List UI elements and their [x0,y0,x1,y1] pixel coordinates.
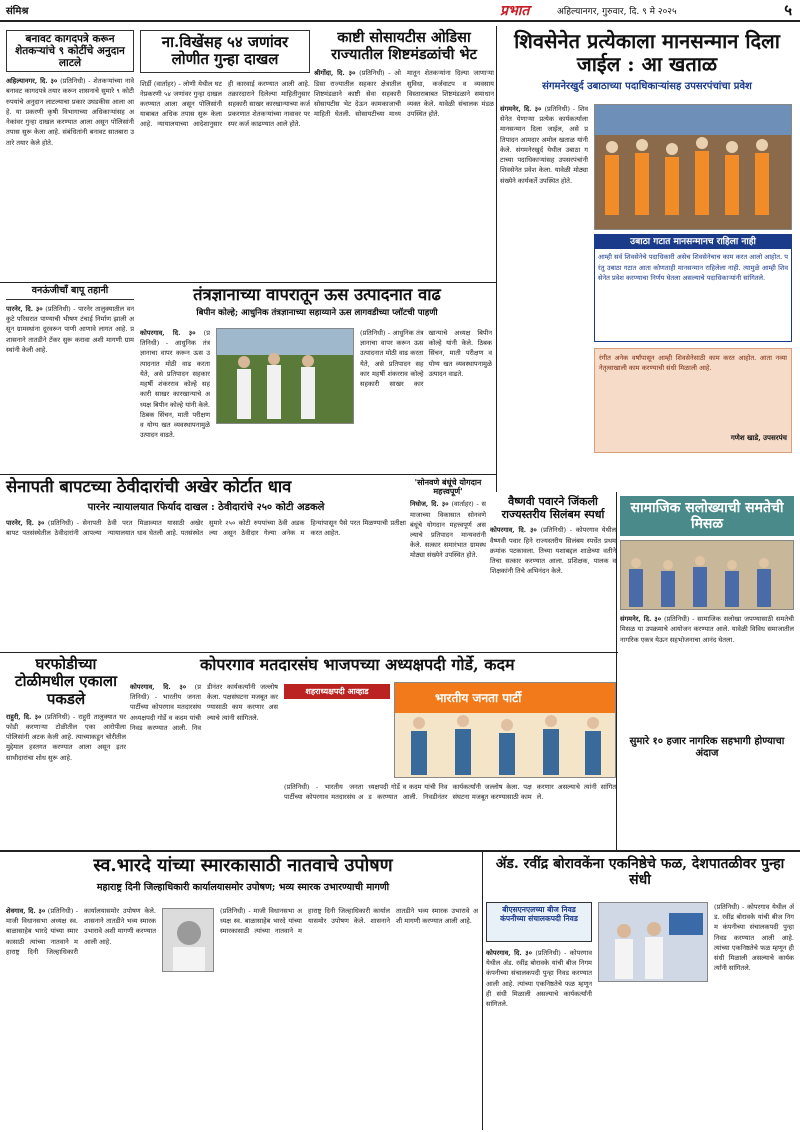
body: संगमनेर, दि. ३० (प्रतिनिधी) - सामाजिक सलोखा जपण्यासाठी समतेची मिसळ या उपक्रमाचे आयोजन करण्यात आले. यावेळी विविध समाजातील नागरिक एकत्र येऊन सहभोजनाचा आनंद घेतला. [620,615,794,644]
headline: सामाजिक सलोख्याची समतेची मिसळ [620,496,794,536]
dateline: कोपरगाव, दि. ३० [490,526,537,535]
dateline: निघोज, दि. ३० [410,500,449,509]
story-sonavane [410,478,486,648]
dateline: श्रीगोंदा, दि. ३० [314,69,356,78]
group-photo-image [595,105,792,230]
field-photo-image [217,329,354,424]
dateline: पारनेर, दि. ३० [6,304,43,313]
group-photo [594,104,792,230]
social-photo [620,540,794,610]
headline: कोपरगाव मतदारसंघ भाजपच्या अध्यक्षपदी गोर्डे, कदम [200,655,515,674]
body: श्रीगोंदा, दि. ३० (प्रतिनिधी) - ओडिसा राज्यातील सहकार क्षेत्रातील शिष्टमंडळाने काष्टी सेवा सहकारी सोसायटीस भेट देऊन कामकाजाची माहिती घेतली. सोसायटीच्या माध्यमातून शेतकऱ्यांना दिल्या जाणाऱ्या सुविधा, कर्जवाटप व व्यवसाय विस्ताराबाबत शिष्टमंडळाने समाधान व्यक्त केले. यावेळी संचालक मंडळ उपस्थित होते. [314,69,494,119]
subhead: पारनेर न्यायालयात फिर्याद दाखल : ठेवीदारांचे २५० कोटी अडकले [87,501,325,513]
headline: ना.विखेंसह ५४ जणांवर लोणीत गुन्हा दाखल [140,30,310,73]
headline: सेनापती बापटच्या ठेवीदारांची अखेर कोर्टात धाव [6,477,292,496]
dateline: शेवगाव, दि. ३० [6,907,46,915]
dateline: कोपरगाव, दि. ३० [130,683,187,691]
box-headline: उबाठा गटात मानसन्मानच राहिला नाही [595,235,791,249]
borawake-photo [598,902,708,982]
social-photo-image [621,541,794,610]
headline: घरफोडीच्या टोळीमधील एकाला पकडले [15,655,117,708]
body-cont: (प्रतिनिधी) - भारतीय जनता पार्टीच्या कोपरगाव मतदारसंघ अध्यक्षपदी गोर्डे व कदम यांची निवड करण्यात आली. निवडीनंतर कार्यकर्त्यांनी जल्लोष केला. पक्षसंघटना मजबूत करण्यासाठी काम करणार असल्याचे त्यांनी सांगितले. [284,783,616,802]
portrait-image [163,909,214,972]
divider [496,26,497,492]
divider [616,492,617,852]
masthead: प्रभात [500,3,530,19]
body-cont: (प्रतिनिधी) - कोपरगाव येथील ॲड. रवींद्र बोरावके यांची बीज निगम कंपनीच्या संचालकपदी पुन्हा निवड करण्यात आली आहे. त्यांच्या एकनिष्ठतेचे फळ म्हणून ही संधी मिळाली असल्याचे कार्यकर्त्यांनी सांगितले. [714,903,794,973]
story-society [314,30,494,280]
headline: काष्टी सोसायटीस ओडिसा राज्यातील शिष्टमंडळांची भेट [331,29,477,63]
body: संगमनेर, दि. ३० (प्रतिनिधी) - शिवसेनेत येणाऱ्या प्रत्येक कार्यकर्त्याला मानसन्मान दिला जाईल, असे प्रतिपादन आमदार अमोल खताळ यांनी केले. संगमनेरखुर्द येथील उबाठा गटाच्या पदाधिकाऱ्यांसह उपसरपंचांनी शिवसेनेत प्रवेश केला. यावेळी मोठ्या संख्येने कार्यकर्ते उपस्थित होते. [500,105,588,185]
body-cont: (प्रतिनिधी) - माजी विधानसभा अध्यक्ष स्व. बाळासाहेब भारदे यांच्या स्मारकासाठी त्यांच्या नातवाने महाराष्ट्र दिनी जिल्हाधिकारी कार्यालयासमोर उपोषण केले. शासनाने तातडीने भव्य स्मारक उभारावे अशी मागणी करण्यात आली आहे. [220,907,478,936]
dateline: पारनेर, दि. ३० [6,518,45,527]
info-box [594,234,792,342]
body: अहिल्यानगर, दि. ३० (प्रतिनिधी) - शेतकऱ्यांच्या नावे बनावट कागदपत्रे तयार करून शासनाचे सुमारे ९ कोटी रुपयांचे अनुदान लाटल्याचा प्रकार उघडकीस आला आहे. या प्रकरणी कृषी विभागाच्या अधिकाऱ्यांसह अनेकांवर गुन्हा दाखल करण्यात आला असून पोलिसांनी तपास सुरू केला आहे. संबंधितांनी बनावट सातबारा उतारे तयार केले होते. [6,77,134,147]
body: कोपरगाव, दि. ३० (प्रतिनिधी) - आधुनिक तंत्रज्ञानाचा वापर करून ऊस उत्पादनात मोठी वाढ करता येते, असे प्रतिपादन सहकार महर्षी शंकरराव कोल्हे सहकारी साखर कारखान्याचे अध्यक्ष बिपीन कोल्हे यांनी केले. ठिबक सिंचन, माती परीक्षण व योग्य खत व्यवस्थापनामुळे उत्पादन वाढते. [140,329,210,440]
body: शिर्डी (वार्ताहर) - लोणी येथील घटनेप्रकरणी ५४ जणांवर गुन्हा दाखल करण्यात आला असून पोलिसांनी याबाबत अधिक तपास सुरू केला आहे. न्यायालयाच्या आदेशानुसार ही कारवाई करण्यात आली आहे. तक्रारदाराने दिलेल्या माहितीनुसार सहकारी साखर कारखान्याच्या कर्ज प्रकरणात शेतकऱ्यांच्या नावावर परस्पर कर्ज काढण्यात आले होते. [140,79,310,129]
dateline: अहिल्यानगर, गुरुवार, दि. ९ मे २०२५ [557,7,677,17]
story-tribute [6,286,134,472]
story-senapati [6,478,406,648]
headline: बनावट कागदपत्रे करून शेतकऱ्यांचे ९ कोटींचे अनुदान लाटले [6,30,134,72]
divider [0,850,800,852]
dateline: अहिल्यानगर, दि. ३० [6,77,58,86]
subhead: संगमनेरखुर्द उबाठाच्या पदाधिकाऱ्यांसह उपसरपंचांचा प्रवेश [542,81,752,92]
dateline: संगमनेर, दि. ३० [500,105,542,113]
body: कोपरगाव, दि. ३० (प्रतिनिधी) - भारतीय जनता पार्टीच्या कोपरगाव मतदारसंघ अध्यक्षपदी गोर्डे व कदम यांची निवड करण्यात आली. निवडीनंतर कार्यकर्त्यांनी जल्लोष केला. पक्षसंघटना मजबूत करण्यासाठी काम करणार असल्याचे त्यांनी सांगितले. [130,683,278,732]
quote-author: गणेश खाडे, उपसरपंच [730,433,787,442]
borawake-box [486,902,592,942]
dateline: संगमनेर, दि. ३० [620,615,662,624]
headline: ॲड. रवींद्र बोरावकेंना एकनिष्ठेचे फळ, देशपातळीवर पुन्हा संधी [495,856,785,889]
box-title: बीएसएनएलच्या बीज निवड कंपनीच्या संचालकपदी निवड [500,905,578,923]
story-theft [6,656,126,846]
bjp-photo [394,682,616,778]
body: शेवगाव, दि. ३० (प्रतिनिधी) - माजी विधानसभा अध्यक्ष स्व. बाळासाहेब भारदे यांच्या स्मारकासाठी त्यांच्या नातवाने महाराष्ट्र दिनी जिल्हाधिकारी कार्यालयासमोर उपोषण केले. शासनाने तातडीने भव्य स्मारक उभारावे अशी मागणी करण्यात आली आहे. [6,907,156,956]
divider [0,474,496,475]
story-gorde [130,656,616,846]
headline: स्व.भारदे यांच्या स्मारकासाठी नातवाचे उपोषण [93,855,393,876]
story-borawake [486,856,794,1126]
body: कोपरगाव, दि. ३० (प्रतिनिधी) - कोपरगाव येथील ॲड. रवींद्र बोरावके यांची बीज निगम कंपनीच्या संचालकपदी पुन्हा निवड करण्यात आली आहे. त्यांच्या एकनिष्ठतेचे फळ म्हणून ही संधी मिळाली असल्याचे कार्यकर्त्यांनी सांगितले. [486,949,592,1009]
divider [482,852,483,1130]
box-text: आम्ही सर्व शिवसेनेचे पदाधिकारी असेच शिवसेनेचाच काम करत आलो आहोत. परंतु उबाठा गटात आता कोणताही मानसन्मान राहिलेला नाही. त्यामुळे आम्ही शिवसेनेत प्रवेश करण्याचा निर्णय घेतला असल्याचे पदाधिकाऱ्यांनी सांगितले. [598,253,788,282]
body: राहुरी, दि. ३० (प्रतिनिधी) - राहुरी तालुक्यात घरफोडी करणाऱ्या टोळीतील एका आरोपीला पोलिसांनी अटक केली आहे. त्याच्याकडून चोरीतील मुद्देमाल हस्तगत करण्यात आला असून इतर साथीदारांचा शोध सुरू आहे. [6,712,126,762]
bjp-banner: भारतीय जनता पार्टी [435,691,522,705]
quote-box [594,348,792,453]
headline: वैष्णवी पवारने जिंकली राज्यस्तरीय सिलंबम स्पर्धा [501,495,605,521]
divider [0,652,618,653]
body: पारनेर, दि. ३० (प्रतिनिधी) - सेनापती बापट पतसंस्थेतील ठेवीदारांनी आपल्या ठेवी परत मिळाव्यात यासाठी अखेर न्यायालयात धाव घेतली आहे. पतसंस्थेत सुमारे २५० कोटी रुपयांच्या ठेवी अडकल्या असून ठेवीदार गेल्या अनेक महिन्यांपासून पैसे परत मिळण्याची प्रतीक्षा करत आहेत. [6,518,406,538]
dateline: कोपरगाव, दि. ३० [486,949,532,957]
page-header [0,0,800,22]
story-farmers [6,30,134,280]
subhead: महाराष्ट्र दिनी जिल्हाधिकारी कार्यालयासमोर उपोषण; भव्य स्मारक उभारण्याची मागणी [96,881,390,893]
story-bharade [6,856,480,1126]
headline: 'सोनवणे बंधूंचे योगदान महत्त्वपूर्ण' [414,477,482,497]
field-photo [216,328,354,424]
section-name: संमिश्र [6,6,29,17]
borawake-photo-image [599,903,708,982]
divider [0,282,496,283]
headline: तंत्रज्ञानाच्या वापरातून ऊस उत्पादनात वाढ [193,285,441,304]
gorde-tag: शहराध्यक्षपदी आव्हाड [284,684,390,699]
quote: रंगीत अनेक वर्षांपासून आम्ही शिवसेनेसाठी काम करत आहोत. आता नव्या नेतृत्वाखाली काम करण्याची संधी मिळाली आहे. [599,354,787,373]
story-social [620,496,794,896]
body-cont: (प्रतिनिधी) - आधुनिक तंत्रज्ञानाचा वापर करून ऊस उत्पादनात मोठी वाढ करता येते, असे प्रतिपादन सहकार महर्षी शंकरराव कोल्हे सहकारी साखर कारखान्याचे अध्यक्ष बिपीन कोल्हे यांनी केले. ठिबक सिंचन, माती परीक्षण व योग्य खत व्यवस्थापनामुळे उत्पादन वाढते. [360,329,492,389]
story-vikhe [140,30,310,280]
story-vaishnavi [490,496,616,648]
body: पारनेर, दि. ३० (प्रतिनिधी) - पारनेर तालुक्यातील वनकुटे परिसरात पाण्याची भीषण टंचाई निर्माण झाली असून ग्रामस्थांना दूरवरून पाणी आणावे लागत आहे. प्रशासनाने तातडीने टँकर सुरू करावा अशी मागणी ग्रामस्थांनी केली आहे. [6,304,134,354]
headline: शिवसेनेत प्रत्येकाला मानसन्मान दिला जाईल : आ खताळ [514,29,780,76]
story-sugarcane [140,286,494,472]
body: कोपरगाव, दि. ३० (प्रतिनिधी) - कोपरगाव येथील वैष्णवी पवार हिने राज्यस्तरीय सिलंबम स्पर्धेत प्रथम क्रमांक पटकावला. तिच्या यशाबद्दल शाळेच्या वतीने तिचा सत्कार करण्यात आला. प्रशिक्षक, पालक व शिक्षकांनी तिचे अभिनंदन केले. [490,526,616,576]
page-number: ५ [784,1,792,19]
story-shivsena [500,30,794,490]
dateline: कोपरगाव, दि. ३० [140,329,196,337]
dateline: राहुरी, दि. ३० [6,712,42,721]
body: निघोज, दि. ३० (वार्ताहर) - समाजाच्या विकासात सोनवणे बंधूंचे योगदान महत्त्वपूर्ण असल्याचे प्रतिपादन मान्यवरांनी केले. सत्कार समारंभात ग्रामस्थ मोठ्या संख्येने उपस्थित होते. [410,500,486,560]
portrait-photo [162,908,214,972]
headline: वनऊंजीचाँ बापू तहानी [6,286,134,300]
subhead: बिपीन कोल्हे; आधुनिक तंत्रज्ञानाच्या सहाय्याने ऊस लागवडीच्या प्लॉटची पाहणी [196,307,438,318]
side-headline: सुमारे १० हजार नागरिक सहभागी होण्याचा अंदाज [629,736,785,759]
